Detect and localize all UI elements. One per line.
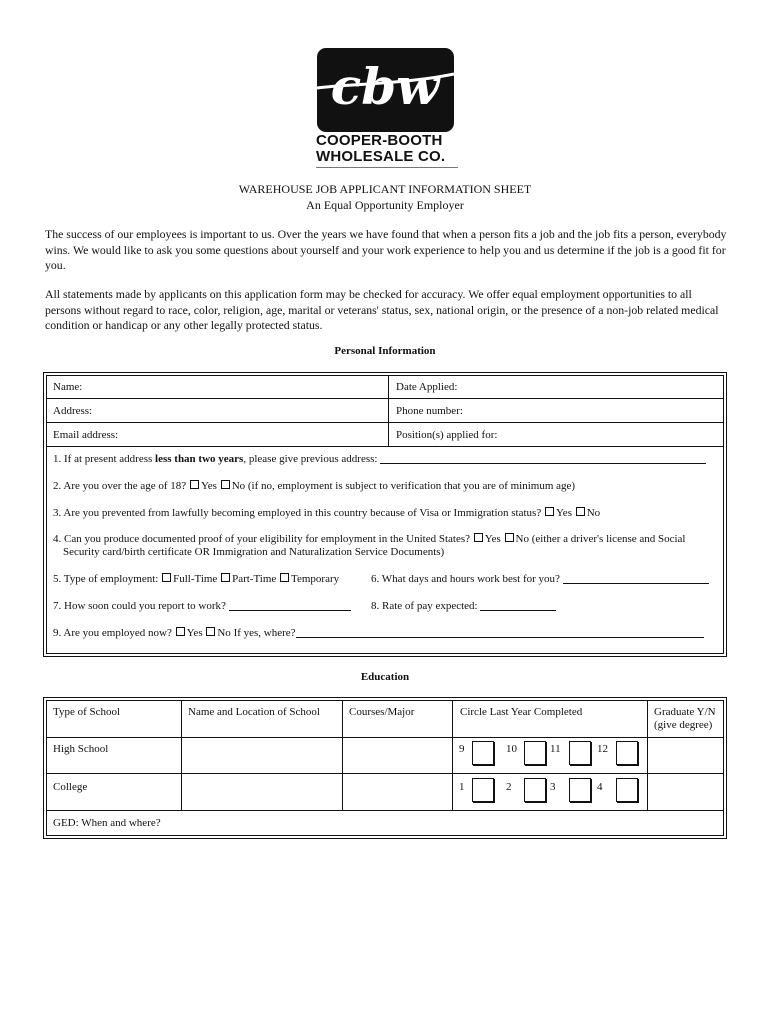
col-type-of-school: Type of School: [53, 706, 121, 718]
col-graduate: Graduate Y/N: [654, 706, 716, 718]
page-title: WAREHOUSE JOB APPLICANT INFORMATION SHEET: [238, 182, 532, 196]
hs-year-11-box[interactable]: [569, 741, 591, 765]
college-year-1[interactable]: 1: [459, 781, 465, 793]
personal-info-heading: Personal Information: [334, 345, 436, 357]
logo-line-2: WHOLESALE CO.: [316, 148, 446, 165]
logo-badge: [317, 48, 454, 132]
phone-field[interactable]: Phone number:: [396, 405, 463, 417]
q3-yes-checkbox[interactable]: [545, 507, 554, 516]
college-year-3[interactable]: 3: [550, 781, 556, 793]
employer-line[interactable]: [296, 627, 704, 638]
q4-yes-checkbox[interactable]: [474, 533, 483, 542]
college-year-4-box[interactable]: [616, 778, 638, 802]
hs-year-10-box[interactable]: [524, 741, 546, 765]
pay-rate-line[interactable]: [480, 600, 556, 611]
college-year-2-box[interactable]: [524, 778, 546, 802]
hs-year-10[interactable]: 10: [506, 743, 517, 755]
name-field[interactable]: Name:: [53, 381, 83, 393]
q3-no-checkbox[interactable]: [576, 507, 585, 516]
college-year-3-box[interactable]: [569, 778, 591, 802]
logo-monogram: cbw: [330, 57, 440, 116]
question-8: 8. Rate of pay expected:: [371, 600, 556, 612]
q2-no-checkbox[interactable]: [221, 480, 230, 489]
q9-no-checkbox[interactable]: [206, 627, 215, 636]
question-6: 6. What days and hours work best for you?: [371, 573, 709, 585]
company-logo: [316, 48, 462, 168]
hs-year-9-box[interactable]: [472, 741, 494, 765]
college-year-2[interactable]: 2: [506, 781, 512, 793]
col-courses: Courses/Major: [349, 706, 415, 718]
address-field[interactable]: Address:: [53, 405, 93, 417]
hs-year-12[interactable]: 12: [597, 743, 608, 755]
temporary-checkbox[interactable]: [280, 573, 289, 582]
positions-field[interactable]: Position(s) applied for:: [396, 429, 498, 441]
previous-address-line[interactable]: [380, 453, 706, 464]
logo-divider: [316, 167, 458, 168]
q2-yes-checkbox[interactable]: [190, 480, 199, 489]
days-hours-line[interactable]: [563, 573, 709, 584]
hs-year-9[interactable]: 9: [459, 743, 465, 755]
date-applied-field[interactable]: Date Applied:: [396, 381, 458, 393]
logo-line-1: COOPER-BOOTH: [316, 132, 443, 149]
college-year-4[interactable]: 4: [597, 781, 603, 793]
intro-paragraph: The success of our employees is important to us. Over the years we have found that when a person fits a job and the job fits a person, everybody wins. We would like to ask you some questions about yourself and your work experience to help you and us determine if the job is a good fit for you.: [45, 227, 727, 272]
hs-year-11[interactable]: 11: [550, 743, 561, 755]
page-subtitle: An Equal Opportunity Employer: [306, 198, 464, 212]
ged-field[interactable]: GED: When and where?: [53, 817, 161, 829]
eeo-paragraph: All statements made by applicants on this application form may be checked for accuracy. We offer equal employment opportunities to all persons without regard to race, color, religion, age, marital or veterans' status, sex, national origin, or the presence of a non-job related medical condition or handicap or any other legally protected status.: [45, 287, 719, 332]
question-5: 5. Type of employment: Full-Time Part-Time Temporary: [53, 573, 340, 585]
question-7: 7. How soon could you report to work?: [53, 600, 351, 612]
col-graduate-sub: (give degree): [654, 719, 713, 731]
question-9: 9. Are you employed now? Yes No If yes, where?: [53, 627, 704, 639]
q9-yes-checkbox[interactable]: [176, 627, 185, 636]
college-year-1-box[interactable]: [472, 778, 494, 802]
email-field[interactable]: Email address:: [53, 429, 119, 441]
col-school-name: Name and Location of School: [188, 706, 320, 718]
hs-year-12-box[interactable]: [616, 741, 638, 765]
question-4: 4. Can you produce documented proof of your eligibility for employment in the United States? Yes No (either a driver's license and Social: [53, 533, 686, 545]
question-3: 3. Are you prevented from lawfully becoming employed in this country because of Visa or Immigration status? Yes No: [53, 507, 601, 519]
col-last-year: Circle Last Year Completed: [460, 706, 583, 718]
row-college: College: [53, 781, 88, 793]
question-4-continued: Security card/birth certificate OR Immigration and Naturalization Service Documents): [63, 546, 445, 558]
report-date-line[interactable]: [229, 600, 351, 611]
q4-no-checkbox[interactable]: [505, 533, 514, 542]
question-1: 1. If at present address less than two years, please give previous address:: [53, 453, 706, 465]
row-high-school: High School: [53, 743, 109, 755]
education-heading: Education: [360, 671, 410, 683]
part-time-checkbox[interactable]: [221, 573, 230, 582]
question-2: 2. Are you over the age of 18? Yes No (if no, employment is subject to verification that you are of minimum age): [53, 480, 576, 492]
full-time-checkbox[interactable]: [162, 573, 171, 582]
